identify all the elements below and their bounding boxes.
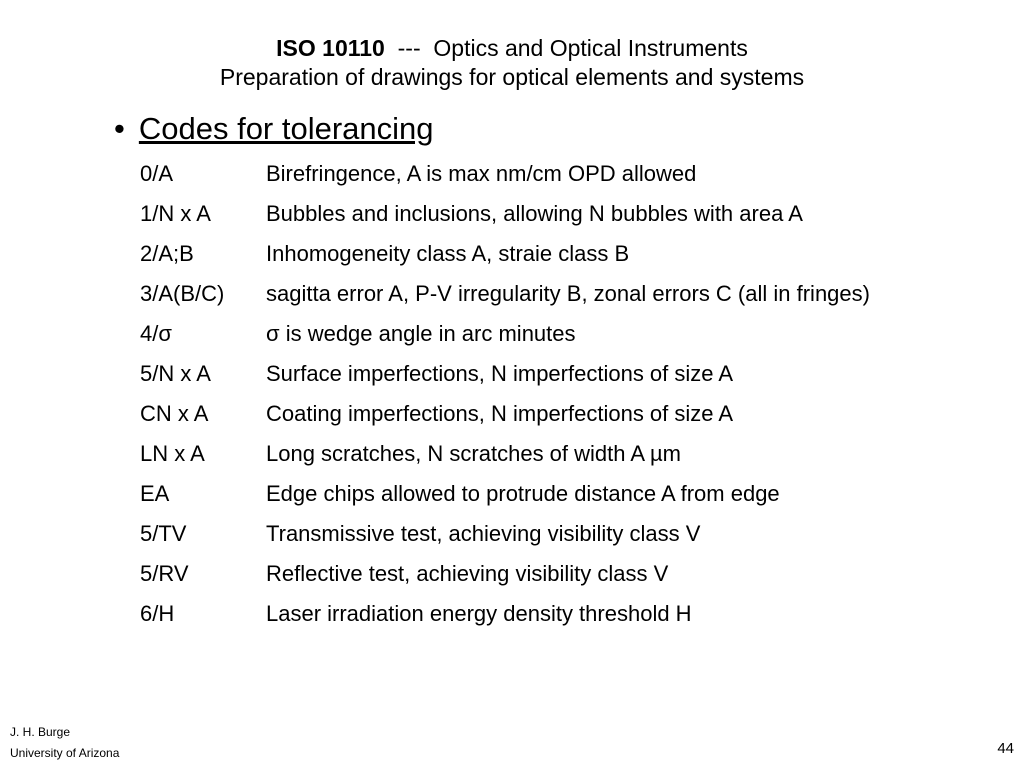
code-description: Surface imperfections, N imperfections of size A bbox=[266, 361, 734, 386]
page-number: 44 bbox=[997, 740, 1014, 757]
title-standard: ISO 10110 bbox=[276, 35, 385, 61]
codes-list bbox=[140, 154, 1000, 634]
code-description: Laser irradiation energy density threshold H bbox=[266, 601, 692, 626]
code-description: Birefringence, A is max nm/cm OPD allowed bbox=[266, 161, 697, 186]
code-label: LN x A bbox=[140, 441, 205, 466]
footer-affiliation: University of Arizona bbox=[10, 746, 120, 760]
code-description: Edge chips allowed to protrude distance A from edge bbox=[266, 481, 780, 506]
code-label: 5/N x A bbox=[140, 361, 211, 386]
list-item bbox=[140, 354, 1000, 394]
code-label: 0/A bbox=[140, 161, 174, 186]
code-label: EA bbox=[140, 481, 170, 506]
list-item bbox=[140, 514, 1000, 554]
code-label: 5/RV bbox=[140, 561, 189, 586]
list-item bbox=[140, 434, 1000, 474]
title-separator: --- bbox=[397, 35, 421, 61]
code-label: CN x A bbox=[140, 401, 209, 426]
code-label: 1/N x A bbox=[140, 201, 211, 226]
title-line-1 bbox=[0, 34, 1024, 63]
bullet-heading-line bbox=[114, 110, 434, 148]
title-subject: Optics and Optical Instruments bbox=[433, 35, 748, 61]
title-line-2: Preparation of drawings for optical elements and systems bbox=[219, 64, 805, 90]
code-label: 4/σ bbox=[140, 321, 172, 346]
section-heading: Codes for tolerancing bbox=[138, 111, 434, 146]
list-item bbox=[140, 314, 1000, 354]
footer-author: J. H. Burge bbox=[10, 725, 71, 739]
code-description: σ is wedge angle in arc minutes bbox=[266, 321, 576, 346]
code-label: 5/TV bbox=[140, 521, 187, 546]
list-item bbox=[140, 234, 1000, 274]
code-label: 3/A(B/C) bbox=[140, 281, 225, 306]
code-description: Reflective test, achieving visibility class V bbox=[266, 561, 669, 586]
bullet-dot: • bbox=[114, 111, 125, 146]
code-description: Long scratches, N scratches of width A µm bbox=[266, 441, 681, 466]
list-item bbox=[140, 274, 1000, 314]
list-item bbox=[140, 594, 1000, 634]
slide-title bbox=[0, 34, 1024, 92]
code-description: Transmissive test, achieving visibility class V bbox=[266, 521, 701, 546]
code-description: sagitta error A, P-V irregularity B, zonal errors C (all in fringes) bbox=[266, 281, 870, 306]
code-description: Coating imperfections, N imperfections of size A bbox=[266, 401, 734, 426]
code-label: 6/H bbox=[140, 601, 175, 626]
code-description: Inhomogeneity class A, straie class B bbox=[266, 241, 630, 266]
list-item bbox=[140, 394, 1000, 434]
list-item bbox=[140, 474, 1000, 514]
list-item bbox=[140, 194, 1000, 234]
list-item bbox=[140, 554, 1000, 594]
code-description: Bubbles and inclusions, allowing N bubbles with area A bbox=[266, 201, 803, 226]
footer-credits bbox=[10, 722, 119, 764]
list-item bbox=[140, 154, 1000, 194]
code-label: 2/A;B bbox=[140, 241, 194, 266]
